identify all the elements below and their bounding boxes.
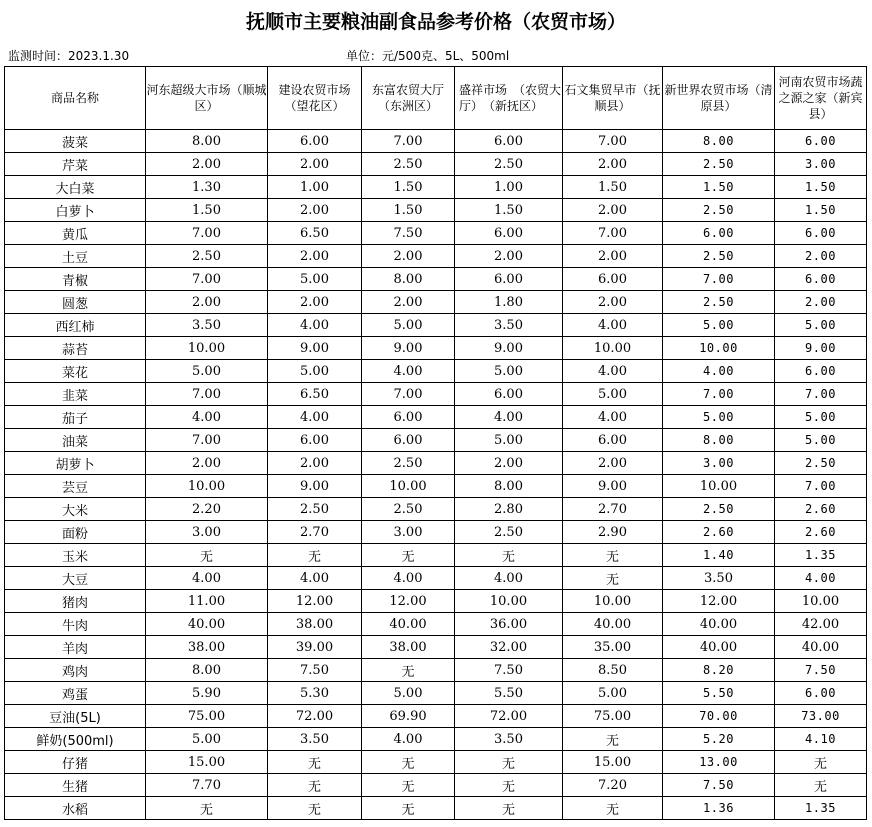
price-cell: 7.50 (663, 774, 775, 797)
price-cell: 2.00 (455, 452, 563, 475)
table-row (5, 245, 867, 268)
price-cell: 2.50 (775, 452, 867, 475)
price-cell: 1.50 (146, 199, 268, 222)
price-cell: 4.00 (563, 314, 663, 337)
price-cell: 72.00 (268, 705, 362, 728)
price-cell: 38.00 (146, 636, 268, 659)
header-cell: 河东超级大市场（顺城区） (146, 67, 268, 130)
price-cell: 6.00 (775, 682, 867, 705)
product-name: 水稻 (5, 797, 146, 820)
table-row (5, 337, 867, 360)
table-row (5, 383, 867, 406)
monitor-time: 监测时间：2023.1.30 (8, 49, 130, 63)
price-cell: 36.00 (455, 613, 563, 636)
product-name: 猪肉 (5, 590, 146, 613)
price-cell: 7.00 (146, 268, 268, 291)
price-cell: 7.70 (146, 774, 268, 797)
product-name: 韭菜 (5, 383, 146, 406)
price-cell: 1.50 (455, 199, 563, 222)
price-cell: 3.00 (146, 521, 268, 544)
price-cell: 无 (455, 544, 563, 567)
price-cell: 2.00 (268, 199, 362, 222)
price-cell: 2.70 (563, 498, 663, 521)
table-row (5, 153, 867, 176)
price-cell: 9.00 (268, 337, 362, 360)
price-cell: 9.00 (362, 337, 455, 360)
price-cell: 7.00 (563, 130, 663, 153)
price-cell: 7.00 (663, 268, 775, 291)
price-cell: 6.00 (775, 222, 867, 245)
price-cell: 4.00 (563, 406, 663, 429)
price-cell: 2.60 (775, 498, 867, 521)
price-cell: 7.00 (146, 383, 268, 406)
table-row (5, 797, 867, 820)
price-cell: 无 (362, 774, 455, 797)
table-row (5, 521, 867, 544)
product-name: 菜花 (5, 360, 146, 383)
price-cell: 2.00 (362, 245, 455, 268)
price-cell: 10.00 (663, 475, 775, 498)
price-cell: 5.20 (663, 728, 775, 751)
price-cell: 2.80 (455, 498, 563, 521)
price-cell: 2.00 (146, 153, 268, 176)
price-cell: 6.00 (362, 406, 455, 429)
price-cell: 10.00 (455, 590, 563, 613)
price-cell: 1.50 (362, 199, 455, 222)
price-cell: 2.00 (268, 153, 362, 176)
price-cell: 9.00 (775, 337, 867, 360)
price-cell: 2.00 (268, 291, 362, 314)
price-cell: 无 (362, 751, 455, 774)
product-name: 蒜苔 (5, 337, 146, 360)
header-cell: 盛祥市场 （农贸大厅） （新抚区） (455, 67, 563, 130)
header-cell: 建设农贸市场（望花区） (268, 67, 362, 130)
header-cell: 河南农贸市场蔬之源之家（新宾县） (775, 67, 867, 130)
product-name: 鲜奶(500ml) (5, 728, 146, 751)
price-cell: 8.00 (663, 130, 775, 153)
price-cell: 无 (775, 774, 867, 797)
price-cell: 38.00 (362, 636, 455, 659)
price-cell: 70.00 (663, 705, 775, 728)
product-name: 羊肉 (5, 636, 146, 659)
price-cell: 无 (146, 797, 268, 820)
price-cell: 1.50 (563, 176, 663, 199)
price-cell: 2.00 (563, 245, 663, 268)
price-cell: 5.00 (362, 682, 455, 705)
price-cell: 8.50 (563, 659, 663, 682)
product-name: 面粉 (5, 521, 146, 544)
price-cell: 无 (362, 544, 455, 567)
product-name: 黄瓜 (5, 222, 146, 245)
price-cell: 5.50 (663, 682, 775, 705)
price-cell: 5.00 (775, 429, 867, 452)
price-cell: 42.00 (775, 613, 867, 636)
table-row (5, 751, 867, 774)
price-cell: 7.00 (146, 429, 268, 452)
price-cell: 75.00 (563, 705, 663, 728)
price-cell: 15.00 (563, 751, 663, 774)
price-cell: 6.00 (663, 222, 775, 245)
product-name: 圆葱 (5, 291, 146, 314)
price-cell: 2.00 (563, 452, 663, 475)
price-cell: 4.00 (146, 406, 268, 429)
table-row (5, 636, 867, 659)
price-cell: 4.00 (268, 567, 362, 590)
price-cell: 2.50 (663, 199, 775, 222)
price-cell: 4.00 (362, 360, 455, 383)
price-cell: 13.00 (663, 751, 775, 774)
price-cell: 无 (563, 728, 663, 751)
price-cell: 2.00 (775, 245, 867, 268)
price-cell: 2.50 (268, 498, 362, 521)
price-cell: 7.00 (146, 222, 268, 245)
product-name: 胡萝卜 (5, 452, 146, 475)
price-cell: 5.30 (268, 682, 362, 705)
price-cell: 38.00 (268, 613, 362, 636)
price-cell: 12.00 (663, 590, 775, 613)
price-cell: 6.00 (775, 268, 867, 291)
price-cell: 无 (563, 567, 663, 590)
price-cell: 2.00 (563, 199, 663, 222)
table-row (5, 360, 867, 383)
price-cell: 10.00 (146, 475, 268, 498)
product-name: 牛肉 (5, 613, 146, 636)
price-cell: 75.00 (146, 705, 268, 728)
product-name: 鸡蛋 (5, 682, 146, 705)
product-name: 豆油(5L) (5, 705, 146, 728)
price-cell: 5.90 (146, 682, 268, 705)
price-cell: 8.00 (455, 475, 563, 498)
product-name: 菠菜 (5, 130, 146, 153)
unit-note: 单位：元/500克、5L、500ml (346, 49, 510, 63)
price-cell: 6.00 (455, 130, 563, 153)
price-cell: 6.50 (268, 383, 362, 406)
price-cell: 7.00 (362, 383, 455, 406)
price-cell: 2.50 (362, 498, 455, 521)
table-row (5, 429, 867, 452)
price-cell: 1.35 (775, 544, 867, 567)
price-cell: 2.00 (563, 153, 663, 176)
price-cell: 7.00 (775, 475, 867, 498)
price-cell: 3.50 (455, 314, 563, 337)
product-name: 青椒 (5, 268, 146, 291)
price-cell: 5.00 (775, 406, 867, 429)
price-cell: 无 (455, 751, 563, 774)
table-row (5, 659, 867, 682)
price-cell: 15.00 (146, 751, 268, 774)
price-cell: 6.00 (563, 268, 663, 291)
price-cell: 2.90 (563, 521, 663, 544)
price-cell: 2.50 (663, 245, 775, 268)
price-cell: 1.80 (455, 291, 563, 314)
table-row (5, 682, 867, 705)
product-name: 油菜 (5, 429, 146, 452)
price-cell: 8.00 (146, 659, 268, 682)
price-cell: 8.20 (663, 659, 775, 682)
price-cell: 40.00 (146, 613, 268, 636)
price-cell: 2.50 (455, 153, 563, 176)
price-cell: 2.60 (663, 521, 775, 544)
price-cell: 2.50 (146, 245, 268, 268)
price-cell: 5.00 (455, 429, 563, 452)
price-cell: 3.50 (268, 728, 362, 751)
price-cell: 69.90 (362, 705, 455, 728)
price-cell: 10.00 (563, 590, 663, 613)
product-name: 鸡肉 (5, 659, 146, 682)
price-cell: 1.36 (663, 797, 775, 820)
price-cell: 9.00 (268, 475, 362, 498)
price-cell: 无 (563, 797, 663, 820)
product-name: 玉米 (5, 544, 146, 567)
price-cell: 32.00 (455, 636, 563, 659)
table-row (5, 544, 867, 567)
price-cell: 2.50 (362, 153, 455, 176)
price-cell: 2.50 (455, 521, 563, 544)
price-cell: 1.00 (268, 176, 362, 199)
price-cell: 3.50 (455, 728, 563, 751)
price-cell: 10.00 (146, 337, 268, 360)
price-cell: 2.00 (146, 452, 268, 475)
header-cell: 石文集贸早市（抚顺县） (563, 67, 663, 130)
price-cell: 无 (455, 797, 563, 820)
price-cell: 5.00 (268, 268, 362, 291)
price-cell: 6.00 (455, 383, 563, 406)
product-name: 芹菜 (5, 153, 146, 176)
price-cell: 2.00 (268, 452, 362, 475)
price-cell: 6.00 (455, 268, 563, 291)
price-cell: 1.30 (146, 176, 268, 199)
price-cell: 72.00 (455, 705, 563, 728)
table-row (5, 498, 867, 521)
header-row (5, 67, 867, 130)
price-cell: 2.50 (663, 153, 775, 176)
price-cell: 无 (563, 544, 663, 567)
price-cell: 3.50 (146, 314, 268, 337)
price-cell: 7.00 (563, 222, 663, 245)
table-row (5, 475, 867, 498)
price-cell: 10.00 (775, 590, 867, 613)
price-cell: 5.00 (455, 360, 563, 383)
price-cell: 3.50 (663, 567, 775, 590)
price-cell: 40.00 (775, 636, 867, 659)
price-cell: 4.00 (663, 360, 775, 383)
price-cell: 2.00 (455, 245, 563, 268)
price-cell: 35.00 (563, 636, 663, 659)
price-cell: 3.00 (663, 452, 775, 475)
price-cell: 无 (268, 751, 362, 774)
price-cell: 12.00 (268, 590, 362, 613)
table-row (5, 590, 867, 613)
price-cell: 6.00 (362, 429, 455, 452)
price-cell: 2.00 (268, 245, 362, 268)
price-cell: 4.00 (775, 567, 867, 590)
price-cell: 无 (268, 797, 362, 820)
price-cell: 7.00 (663, 383, 775, 406)
price-cell: 5.50 (455, 682, 563, 705)
table-row (5, 567, 867, 590)
price-cell: 4.00 (362, 567, 455, 590)
price-cell: 8.00 (663, 429, 775, 452)
price-cell: 7.50 (268, 659, 362, 682)
price-cell: 1.00 (455, 176, 563, 199)
price-cell: 无 (362, 659, 455, 682)
header-cell: 东富农贸大厅（东洲区） (362, 67, 455, 130)
table-row (5, 728, 867, 751)
price-cell: 2.20 (146, 498, 268, 521)
price-cell: 7.50 (362, 222, 455, 245)
price-cell: 1.50 (362, 176, 455, 199)
price-cell: 1.35 (775, 797, 867, 820)
table-row (5, 314, 867, 337)
price-cell: 无 (268, 774, 362, 797)
price-cell: 5.00 (563, 682, 663, 705)
price-cell: 3.00 (775, 153, 867, 176)
price-cell: 3.00 (362, 521, 455, 544)
price-cell: 11.00 (146, 590, 268, 613)
price-cell: 2.50 (663, 291, 775, 314)
price-cell: 39.00 (268, 636, 362, 659)
price-cell: 9.00 (455, 337, 563, 360)
table-row (5, 222, 867, 245)
price-cell: 5.00 (663, 406, 775, 429)
table-row (5, 130, 867, 153)
price-cell: 5.00 (563, 383, 663, 406)
price-cell: 5.00 (146, 728, 268, 751)
table-row (5, 452, 867, 475)
price-cell: 7.50 (775, 659, 867, 682)
table-row (5, 199, 867, 222)
price-cell: 10.00 (663, 337, 775, 360)
price-cell: 4.00 (268, 406, 362, 429)
price-cell: 40.00 (663, 636, 775, 659)
price-cell: 1.50 (775, 199, 867, 222)
price-cell: 2.00 (775, 291, 867, 314)
price-cell: 40.00 (563, 613, 663, 636)
table-row (5, 291, 867, 314)
price-cell: 2.70 (268, 521, 362, 544)
table-row (5, 176, 867, 199)
price-cell: 1.50 (775, 176, 867, 199)
price-cell: 7.20 (563, 774, 663, 797)
price-cell: 6.00 (455, 222, 563, 245)
price-cell: 2.50 (663, 498, 775, 521)
price-cell: 6.00 (268, 429, 362, 452)
price-cell: 4.00 (455, 567, 563, 590)
price-cell: 2.00 (362, 291, 455, 314)
product-name: 生猪 (5, 774, 146, 797)
price-cell: 5.00 (775, 314, 867, 337)
product-name: 西红柿 (5, 314, 146, 337)
price-cell: 10.00 (362, 475, 455, 498)
price-cell: 7.00 (362, 130, 455, 153)
price-cell: 7.50 (455, 659, 563, 682)
price-cell: 4.00 (362, 728, 455, 751)
header-cell: 新世界农贸市场（清原县） (663, 67, 775, 130)
product-name: 土豆 (5, 245, 146, 268)
price-cell: 5.00 (362, 314, 455, 337)
header-cell: 商品名称 (5, 67, 146, 130)
price-cell: 5.00 (268, 360, 362, 383)
price-cell: 6.00 (775, 360, 867, 383)
price-cell: 73.00 (775, 705, 867, 728)
price-table (4, 66, 867, 820)
price-cell: 6.00 (563, 429, 663, 452)
price-cell: 2.60 (775, 521, 867, 544)
price-cell: 无 (775, 751, 867, 774)
price-cell: 1.50 (663, 176, 775, 199)
price-cell: 6.00 (268, 130, 362, 153)
price-cell: 无 (268, 544, 362, 567)
price-cell: 5.00 (146, 360, 268, 383)
price-cell: 无 (455, 774, 563, 797)
table-row (5, 705, 867, 728)
price-cell: 无 (362, 797, 455, 820)
price-cell: 无 (146, 544, 268, 567)
table-row (5, 613, 867, 636)
price-cell: 12.00 (362, 590, 455, 613)
table-row (5, 774, 867, 797)
table-row (5, 268, 867, 291)
price-cell: 4.00 (455, 406, 563, 429)
product-name: 大米 (5, 498, 146, 521)
price-cell: 4.10 (775, 728, 867, 751)
price-cell: 6.50 (268, 222, 362, 245)
price-cell: 4.00 (563, 360, 663, 383)
product-name: 芸豆 (5, 475, 146, 498)
table-row (5, 406, 867, 429)
product-name: 仔猪 (5, 751, 146, 774)
price-cell: 2.50 (362, 452, 455, 475)
price-cell: 2.00 (146, 291, 268, 314)
price-cell: 40.00 (663, 613, 775, 636)
product-name: 大白菜 (5, 176, 146, 199)
page-title: 抚顺市主要粮油副食品参考价格（农贸市场） (245, 11, 626, 33)
price-cell: 7.00 (775, 383, 867, 406)
price-cell: 9.00 (563, 475, 663, 498)
price-cell: 4.00 (268, 314, 362, 337)
price-cell: 4.00 (146, 567, 268, 590)
price-cell: 8.00 (146, 130, 268, 153)
price-cell: 2.00 (563, 291, 663, 314)
price-cell: 1.40 (663, 544, 775, 567)
product-name: 大豆 (5, 567, 146, 590)
price-cell: 8.00 (362, 268, 455, 291)
price-cell: 10.00 (563, 337, 663, 360)
product-name: 白萝卜 (5, 199, 146, 222)
price-cell: 5.00 (663, 314, 775, 337)
product-name: 茄子 (5, 406, 146, 429)
price-cell: 40.00 (362, 613, 455, 636)
price-cell: 6.00 (775, 130, 867, 153)
